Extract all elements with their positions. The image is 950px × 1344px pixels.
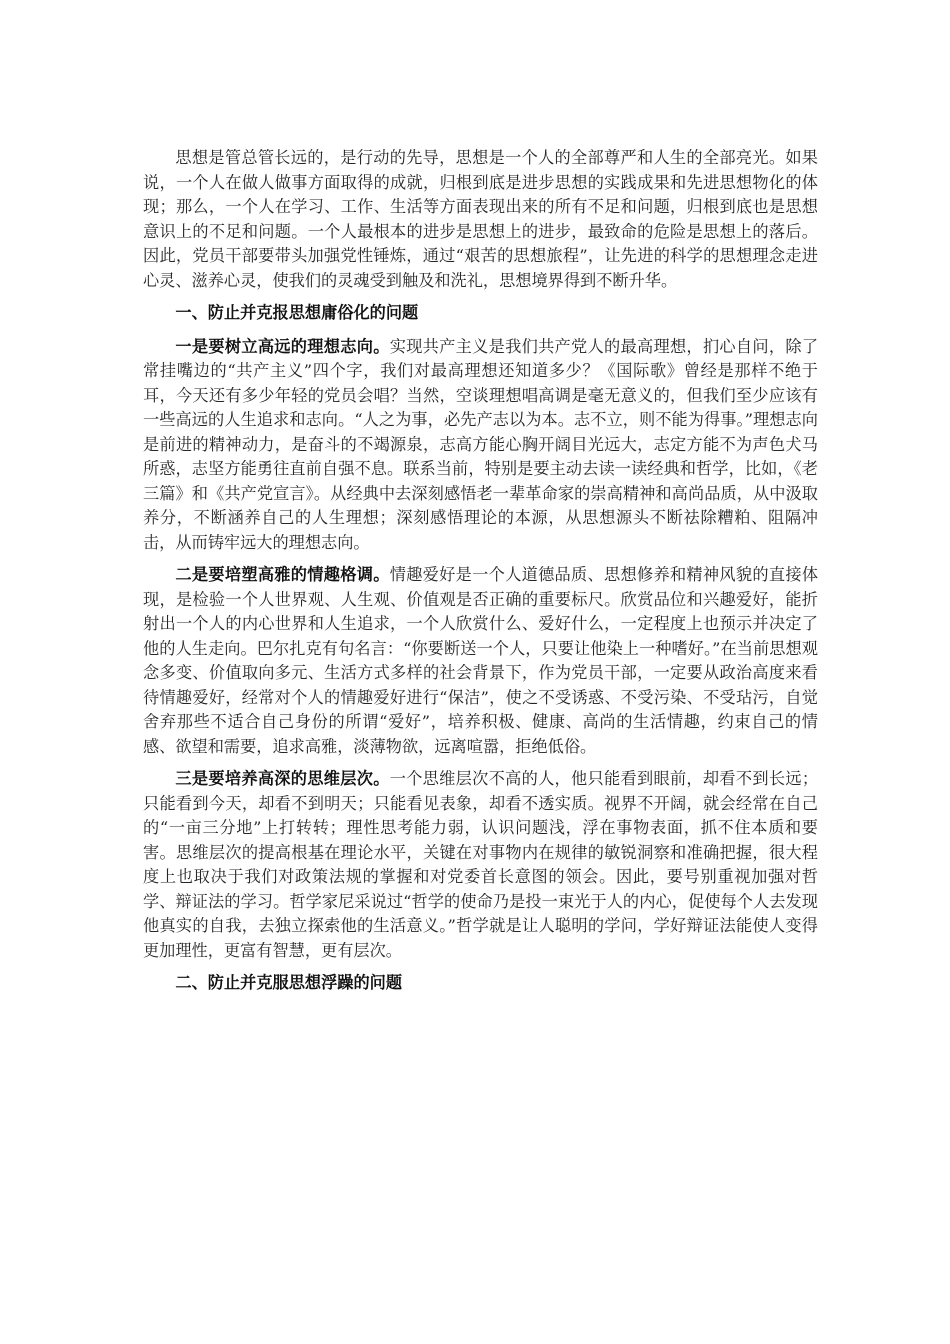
- point-body-2: 情趣爱好是一个人道德品质、思想修养和精神风貌的直接体现，是检验一个人世界观、人生观、价值观是否正确的重要标尺。欣赏品位和兴趣爱好，能折射出一个人的内心世界和人生追求，一个人欣赏什么、爱好什么，一定程度上也预示并决定了他的人生走向。巴尔扎克有句名言：“你要断送一个人，只要让他染上一种嗜好。”在当前思想观念多变、价值取向多元、生活方式多样的社会背景下，作为党员干部，一定要从政治高度来看待情趣爱好，经常对个人的情趣爱好进行“保洁”，使之不受诱惑、不受污染、不受玷污，自觉舍弃那些不适合自己身份的所谓“爱好”，培养积极、健康、高尚的生活情趣，约束自己的情感、欲望和需要，追求高雅，淡薄物欲，远离喧嚣，拒绝低俗。: [143, 565, 819, 756]
- point-lead-2: 二是要培塑高雅的情趣格调。: [175, 565, 390, 584]
- point-body-1: 实现共产主义是我们共产党人的最高理想，扪心自问，除了常挂嘴边的“共产主义”四个字，我们对最高理想还知道多少？《国际歌》曾经是那样不绝于耳，今天还有多少年轻的党员会唱？当然，空谈理想唱高调是毫无意义的，但我们至少应该有一些高远的人生追求和志向。“人之为事，必先产志以为本。志不立，则不能为得事。”理想志向是前进的精神动力，是奋斗的不竭源泉，志高方能心胸开阔目光远大，志定方能不为声色犬马所惑，志坚方能勇往直前自强不息。联系当前，特别是要主动去读一读经典和哲学，比如，《老三篇》和《共产党宣言》。从经典中去深刻感悟老一辈革命家的崇高精神和高尚品质，从中汲取养分，不断涵养自己的人生理想；深刻感悟理论的本源，从思想源头不断祛除糟粕、阻隔冲击，从而铸牢远大的理想志向。: [143, 336, 819, 552]
- point-paragraph-2: [143, 563, 818, 759]
- point-lead-3: 三是要培养高深的思维层次。: [175, 769, 390, 788]
- point-lead-1: 一是要树立高远的理想志向。: [175, 336, 390, 356]
- section-heading-2: 二、防止并克服思想浮躁的问题: [175, 973, 403, 992]
- intro-paragraph: 思想是管总管长远的，是行动的先导，思想是一个人的全部尊严和人生的全部亮光。如果说，一个人在做人做事方面取得的成就，归根到底是进步思想的实践成果和先进思想物化的体现；那么，一个人在学习、工作、生活等方面表现出来的所有不足和问题，归根到底也是思想意识上的不足和问题。一个人最根本的进步是思想上的进步，最致命的危险是思想上的落后。因此，党员干部要带头加强党性锤炼，通过“艰苦的思想旅程”，让先进的科学的思想理念走进心灵、滋养心灵，使我们的灵魂受到触及和洗礼，思想境界得到不断升华。: [143, 148, 818, 290]
- point-body-3: 一个思维层次不高的人，他只能看到眼前，却看不到长远；只能看到今天，却看不到明天；只能看见表象，却看不透实质。视界不开阔，就会经常在自己的“一亩三分地”上打转转；理性思考能力弱，认识问题浅，浮在事物表面，抓不住本质和要害。思维层次的提高根基在理论水平，关键在对事物内在规律的敏锐洞察和准确把握，很大程度上也取决于我们对政策法规的掌握和对党委首长意图的领会。因此，要号别重视加强对哲学、辩证法的学习。哲学家尼采说过“哲学的使命乃是投一束光于人的内心，促使每个人去发现他真实的自我，去独立探索他的生活意义。”哲学就是让人聪明的学问，学好辩证法能使人变得更加理性，更富有智慧，更有层次。: [143, 769, 819, 960]
- section-heading-1: 一、防止并克报思想庸俗化的问题: [175, 303, 419, 322]
- document-body: [143, 146, 818, 1005]
- point-paragraph-1: [143, 335, 818, 556]
- point-paragraph-3: [143, 767, 818, 963]
